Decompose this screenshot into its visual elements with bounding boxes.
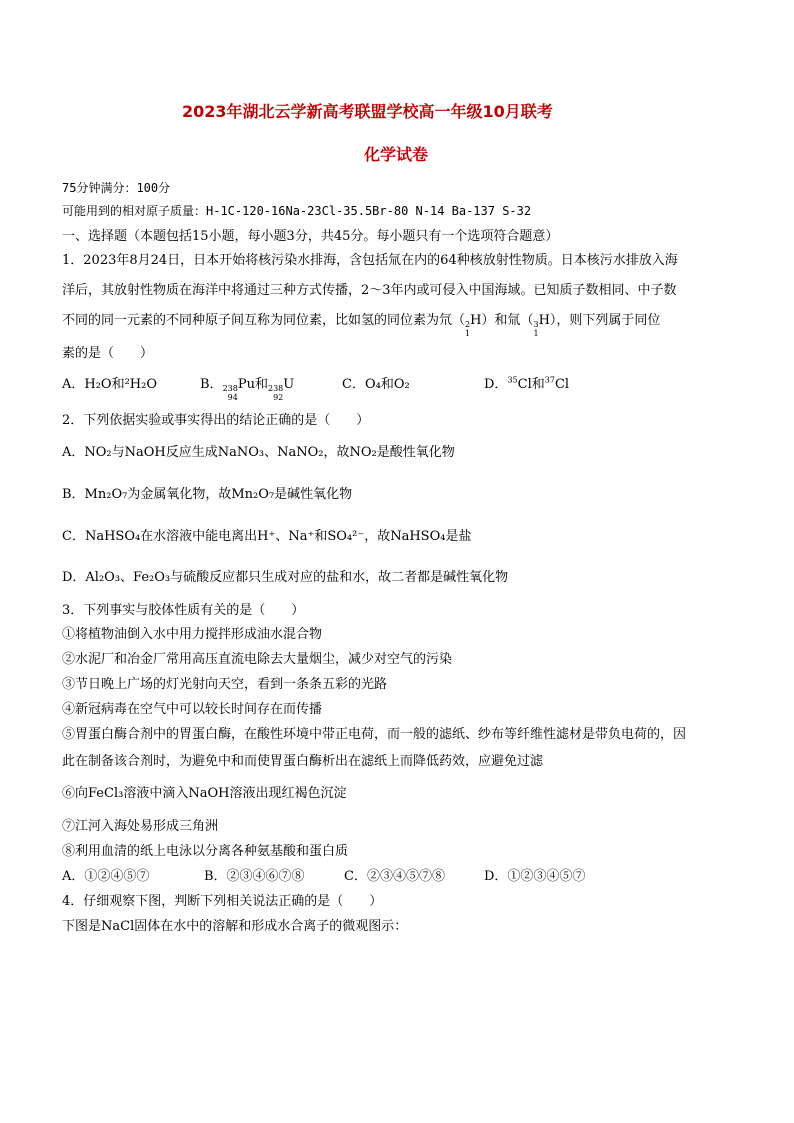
q1-option-d[interactable] [484,373,569,392]
atomic-masses: 可能用到的相对原子质量：H-1C-120-16Na-23Cl-35.5Br-80 N-14 Ba-137 S-32 [62,204,532,218]
plutonium-element: Pu [237,377,255,392]
q3-item-6: ⑥向FeCl₃溶液中滴入NaOH溶液出现红褐色沉淀 [62,786,347,801]
q1-line4: 素的是（ ） [62,346,154,361]
q1-line3-text-c: ），则下列属于同位 [549,313,661,328]
q3-item-5: ⑤胃蛋白酶合剂中的胃蛋白酶，在酸性环境中带正电荷，而一般的滤纸、纱布等纤维性滤材是带负电荷的，因 [62,727,687,742]
q1-option-b-label: B． [200,377,223,392]
tritium-mass: 3 [533,320,539,329]
q3-item-7: ⑦江河入海处易形成三角洲 [62,819,219,834]
q3-item-2: ②水泥厂和冶金厂常用高压直流电除去大量烟尘，减少对空气的污染 [62,652,453,667]
q2-option-d[interactable]: D．Al₂O₃、Fe₂O₃与硫酸反应都只生成对应的盐和水，故二者都是碱性氧化物 [62,570,509,585]
q1-line3 [62,309,660,338]
q3-item-8: ⑧利用血清的纸上电泳以分离各种氨基酸和蛋白质 [62,844,349,859]
q1-option-b-and: 和 [254,377,268,392]
plutonium-mass: 238 [222,384,238,393]
chlorine37-element: Cl [554,377,570,392]
q2-option-b[interactable]: B．Mn₂O₇为金属氧化物，故Mn₂O₇是碱性氧化物 [62,487,353,502]
uranium-symbol [268,377,294,402]
uranium-element: U [283,377,295,392]
tritium-number: 1 [533,329,539,338]
time-score: 75分钟满分：100分 [62,181,171,195]
tritium-symbol [533,313,549,338]
q1-option-d-label: D． [484,377,508,392]
deuterium-number: 1 [465,329,471,338]
q1-option-d-and: 和 [531,377,545,392]
q3-option-a[interactable]: A．①②④⑤⑦ [62,869,150,884]
q1-line2: 洋后，其放射性物质在海洋中将通过三种方式传播，2～3年内或可侵入中国海域。已知质子数相同、中子数 [62,283,677,298]
q3-option-b[interactable]: B．②③④⑥⑦⑧ [204,869,305,884]
q4-stem: 4．仔细观察下图，判断下列相关说法正确的是（ ） [62,894,383,909]
q1-option-c[interactable]: C．O₄和O₂ [342,377,410,392]
deuterium-element: H [470,313,482,328]
q3-item-3: ③节日晚上广场的灯光射向天空，看到一条条五彩的光路 [62,677,388,692]
deuterium-symbol [465,313,481,338]
chlorine35-element: Cl [517,377,532,392]
q1-option-a[interactable]: A．H₂O和²H₂O [62,377,158,392]
tritium-element: H [538,313,550,328]
section-heading: 一、选择题（本题包括15小题，每小题3分，共45分。每小题只有一个选项符合题意） [62,229,559,244]
q1-line3-text-b: ）和氚（ [481,313,534,328]
q3-item-4: ④新冠病毒在空气中可以较长时间存在而传播 [62,702,323,717]
exam-subtitle: 化学试卷 [364,145,429,164]
deuterium-mass: 2 [465,320,471,329]
uranium-number: 92 [273,393,284,402]
q2-stem: 2．下列依据实验或事实得出的结论正确的是（ ） [62,413,370,428]
q2-option-a[interactable]: A．NO₂与NaOH反应生成NaNO₃、NaNO₂，故NO₂是酸性氧化物 [62,445,455,460]
exam-title: 2023年湖北云学新高考联盟学校高一年级10月联考 [182,102,553,121]
q2-option-c[interactable]: C．NaHSO₄在水溶液中能电离出H⁺、Na⁺和SO₄²⁻，故NaHSO₄是盐 [62,529,472,544]
q1-line1: 1．2023年8月24日，日本开始将核污染水排海，含包括氚在内的64种核放射性物质。日本核污水排放入海 [62,253,678,268]
chlorine35-mass: 35 [507,375,518,385]
chlorine37-mass: 37 [544,375,555,385]
q3-stem: 3．下列事实与胶体性质有关的是（ ） [62,603,305,618]
plutonium-number: 94 [227,393,238,402]
uranium-mass: 238 [267,384,284,393]
q3-item-1: ①将植物油倒入水中用力搅拌形成油水混合物 [62,627,323,642]
q3-item-5-cont: 此在制备该合剂时，为避免中和而使胃蛋白酶析出在滤纸上而降低药效，应避免过滤 [62,754,544,769]
q4-description: 下图是NaCl固体在水中的溶解和形成水合离子的微观图示： [62,919,408,934]
plutonium-symbol [223,377,255,402]
q1-option-b[interactable] [200,373,294,402]
q1-line3-text-a: 不同的同一元素的不同种原子间互称为同位素，比如氢的同位素为氘（ [62,313,466,328]
q3-option-c[interactable]: C．②③④⑤⑦⑧ [344,869,445,884]
q3-option-d[interactable]: D．①②③④⑤⑦ [484,869,586,884]
